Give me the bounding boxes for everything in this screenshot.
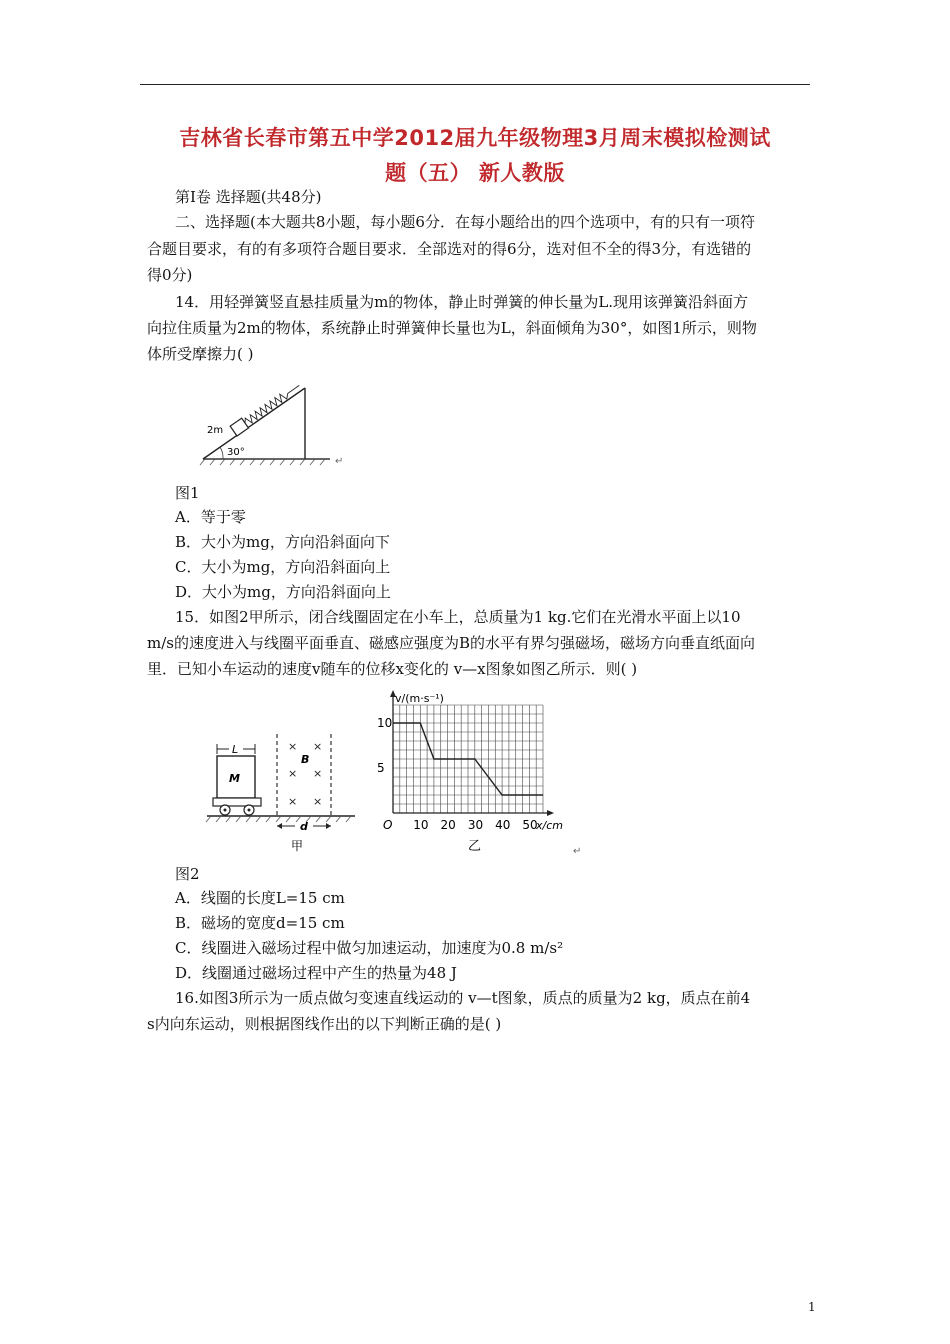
q14-option-a[interactable]: A．等于零 [175,508,246,526]
figure-2-label: 图2 [175,865,200,883]
q15-option-a[interactable]: A．线圈的长度L=15 cm [175,889,345,907]
x-tick-label: 10 [413,818,429,832]
figure-2-left-caption: 甲 [291,839,304,853]
svg-text:×: × [288,740,298,753]
section-heading: 第Ⅰ卷 选择题(共48分) [175,188,322,206]
header-rule [140,84,810,85]
q15-option-d[interactable]: D．线圈通过磁场过程中产生的热量为48 J [175,964,457,982]
page-title-line1: 吉林省长春市第五中学2012届九年级物理3月周末模拟检测试 [179,126,771,150]
x-tick-label: 30 [467,818,484,832]
q15-option-c[interactable]: C．线圈进入磁场过程中做匀加速运动，加速度为0.8 m/s² [175,939,564,957]
instructions-line-2: 合题目要求，有的有多项符合题目要求．全部选对的得6分，选对但不全的得3分，有选错的 [147,240,752,258]
y-axis-label: v/(m·s⁻¹) [395,692,444,705]
mass-label: 2m [207,425,224,436]
svg-text:↵: ↵ [573,846,582,857]
svg-text:×: × [288,767,298,780]
y-tick-label: 5 [377,761,385,775]
instructions-line-3: 得0分) [147,266,193,284]
page-title-line2: 题（五） 新人教版 [385,161,565,185]
figure-2-right-caption: 乙 [468,839,482,854]
mass-M-label: M [229,772,240,785]
figure-1-incline [195,375,355,470]
q14-option-d[interactable]: D．大小为mg，方向沿斜面向上 [175,583,391,601]
svg-text:↵: ↵ [335,456,344,467]
field-B-label: B [301,753,310,766]
x-tick-label: 20 [440,818,456,832]
x-axis-label: x/cm [536,819,563,832]
q16-line-2: s内向东运动，则根据图线作出的以下判断正确的是( ) [147,1015,502,1033]
x-tick-label: 40 [495,818,511,832]
q14-line-3: 体所受摩擦力( ) [147,345,254,363]
svg-text:×: × [313,795,323,808]
q15-line-2: m/s的速度进入与线圈平面垂直、磁感应强度为B的水平有界匀强磁场，磁场方向垂直纸面向 [147,634,756,652]
y-tick-label: 10 [377,716,393,730]
instructions-line-1: 二、选择题(本大题共8小题，每小题6分．在每小题给出的四个选项中，有的只有一项符 [175,213,755,231]
figure-2-vx-chart [375,688,590,858]
field-width-label: d [300,820,308,833]
x-tick-label: 50 [522,818,538,832]
figure-1-label: 图1 [175,484,200,502]
q15-line-1: 15．如图2甲所示，闭合线圈固定在小车上，总质量为1 kg.它们在光滑水平面上以10 [175,608,741,626]
coil-length-label: L [232,743,239,756]
figure-2-cart [205,730,380,855]
q14-line-2: 向拉住质量为2m的物体，系统静止时弹簧伸长量也为L，斜面倾角为30°，如图1所示，则物 [147,319,757,337]
q14-option-c[interactable]: C．大小为mg，方向沿斜面向上 [175,558,391,576]
origin-label: O [383,818,393,832]
q14-option-b[interactable]: B．大小为mg，方向沿斜面向下 [175,533,390,551]
page-number: 1 [808,1300,816,1314]
svg-text:×: × [313,740,323,753]
q14-line-1: 14．用轻弹簧竖直悬挂质量为m的物体，静止时弹簧的伸长量为L.现用该弹簧沿斜面方 [175,293,749,311]
q15-line-3: 里．已知小车运动的速度v随车的位移x变化的 v—x图象如图乙所示．则( ) [147,660,638,678]
q15-option-b[interactable]: B．磁场的宽度d=15 cm [175,914,345,932]
svg-text:×: × [313,767,323,780]
angle-label: 30° [227,447,245,458]
q16-line-1: 16.如图3所示为一质点做匀变速直线运动的 v—t图象，质点的质量为2 kg，质点在前4 [175,989,751,1007]
svg-text:×: × [288,795,298,808]
